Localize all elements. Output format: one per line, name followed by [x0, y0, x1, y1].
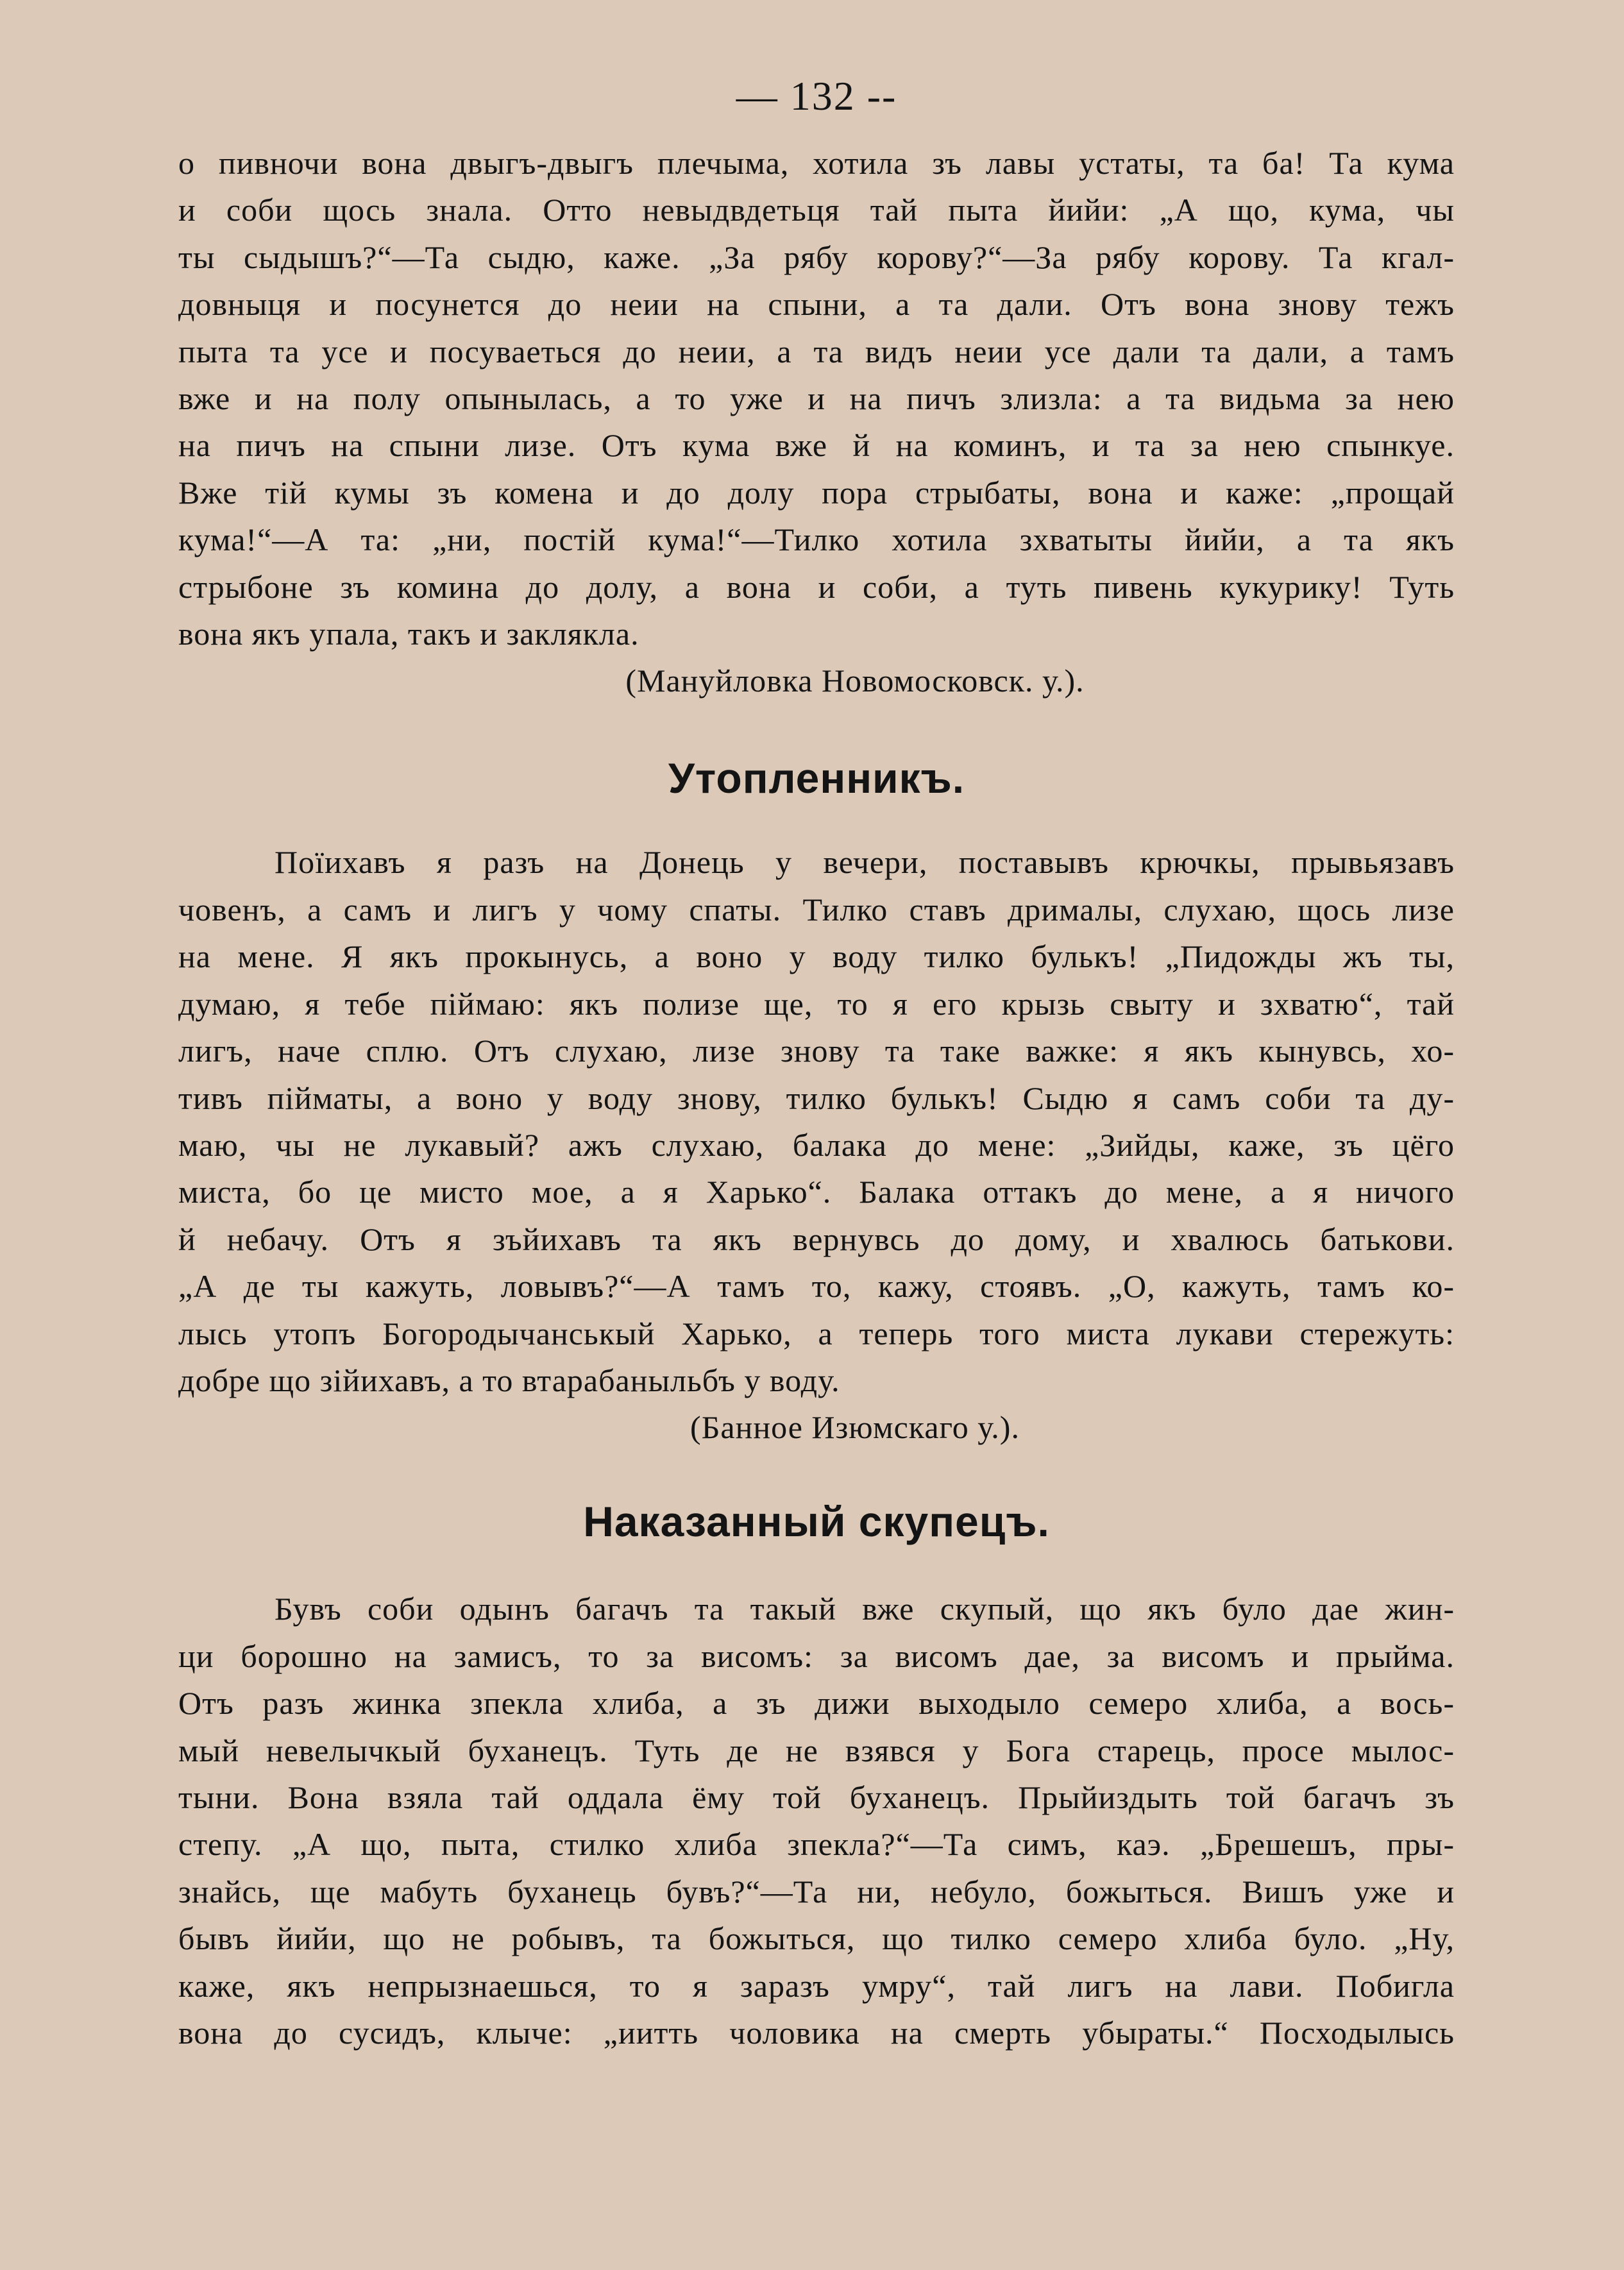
page-number: — 132 --	[736, 73, 897, 119]
text-line: каже, якъ непрызнаешься, то я заразъ умру“, тай лигъ на лави. Побигла	[178, 1967, 1455, 2004]
text-line: тыни. Вона взяла тай оддала ёму той буханецъ. Прыйиздыть той багачъ зъ	[178, 1779, 1455, 1815]
story3-title: Наказанный скупецъ.	[583, 1498, 1050, 1546]
text-line: Вже тій кумы зъ комена и до долу пора стрыбаты, вона и каже: „прощай	[178, 474, 1455, 511]
text-line: стрыбоне зъ комина до долу, а вона и соби, а туть пивень кукурику! Туть	[178, 568, 1455, 605]
text-line: о пивночи вона двыгъ-двыгъ плечыма, хотила зъ лавы устаты, та ба! Та кума	[178, 145, 1455, 181]
story2-source: (Банное Изюмскаго у.).	[690, 1409, 1020, 1446]
text-line: „А де ты кажуть, ловывъ?“—А тамъ то, кажу, стоявъ. „О, кажуть, тамъ ко-	[178, 1268, 1455, 1305]
story2-title: Утопленникъ.	[668, 754, 965, 802]
text-line: думаю, я тебе піймаю: якъ полизе ще, то я его крызь свыту и зхватю“, тай	[178, 985, 1455, 1022]
text-line: й небачу. Отъ я зъйихавъ та якъ вернувсь до дому, и хвалюсь батькови.	[178, 1221, 1455, 1257]
text-line: добре що зійихавъ, а то втарабаныльбъ у воду.	[178, 1362, 840, 1398]
text-line: и соби щось знала. Отто невыдвдетьця тай пыта йийи: „А що, кума, чы	[178, 192, 1455, 228]
text-line: пыта та усе и посуваеться до неии, а та видъ неии усе дали та дали, а тамъ	[178, 333, 1455, 369]
text-line: ци борошно на замисъ, то за висомъ: за висомъ дае, за висомъ и прыйма.	[178, 1638, 1455, 1674]
text-line: довныця и посунется до неии на спыни, а та дали. Отъ вона знову тежъ	[178, 286, 1455, 323]
text-line: миста, бо це мисто мое, а я Харько“. Балака оттакъ до мене, а я ничого	[178, 1174, 1455, 1210]
text-line: на мене. Я якъ прокынусь, а воно у воду тилко булькъ! „Пидожды жъ ты,	[178, 938, 1455, 975]
text-line: мый невелычкый буханецъ. Туть де не взявся у Бога старець, просе мылос-	[178, 1732, 1455, 1768]
text-line: знайсь, ще мабуть буханець бувъ?“—Та ни, небуло, божыться. Вишъ уже и	[178, 1873, 1455, 1910]
text-line: вона до сусидъ, клыче: „иитть чоловика на смерть убыраты.“ Посходылысь	[178, 2015, 1455, 2051]
text-line: вона якъ упала, такъ и заклякла.	[178, 616, 639, 652]
text-line: бывъ йийи, що не робывъ, та божыться, що тилко семеро хлиба було. „Ну,	[178, 1920, 1455, 1957]
text-line: лысь утопъ Богородычанськый Харько, а теперь того миста лукави стережуть:	[178, 1315, 1455, 1351]
story2-body	[178, 839, 1455, 1404]
text-line: вже и на полу опынылась, а то уже и на пичъ злизла: а та видьма за нею	[178, 380, 1455, 417]
text-line: маю, чы не лукавый? ажъ слухаю, балака до мене: „Зийды, каже, зъ цёго	[178, 1126, 1455, 1163]
text-line: степу. „А що, пыта, стилко хлиба зпекла?“—Та симъ, каэ. „Брешешъ, пры-	[178, 1826, 1455, 1863]
text-line: Отъ разъ жинка зпекла хлиба, а зъ дижи выходыло семеро хлиба, а вось-	[178, 1685, 1455, 1722]
document-page	[178, 71, 1455, 2056]
story1-body	[178, 140, 1455, 657]
text-line: на пичъ на спыни лизе. Отъ кума вже й на коминъ, и та за нею спынкуе.	[178, 427, 1455, 464]
text-line: лигъ, наче сплю. Отъ слухаю, лизе знову та таке важке: я якъ кынувсь, хо-	[178, 1033, 1455, 1069]
text-line: ты сыдышъ?“—Та сыдю, каже. „За рябу корову?“—За рябу корову. Та кгал-	[178, 239, 1455, 275]
text-line: кума!“—А та: „ни, постій кума!“—Тилко хотила зхватыты йийи, а та якъ	[178, 521, 1455, 558]
story3-body	[178, 1586, 1455, 2056]
story1-source: (Мануйловка Новомосковск. у.).	[625, 663, 1085, 699]
text-line: тивъ пійматы, а воно у воду знову, тилко булькъ! Сыдю я самъ соби та ду-	[178, 1080, 1455, 1116]
text-line: Бувъ соби одынъ багачъ та такый вже скупый, що якъ було дае жин-	[275, 1591, 1455, 1627]
text-line: човенъ, а самъ и лигъ у чомy спаты. Тилко ставъ дрималы, слухаю, щось лизе	[178, 891, 1455, 927]
text-line: Поїихавъ я разъ на Донець у вечери, поставывъ крючкы, прывьязавъ	[275, 844, 1455, 881]
